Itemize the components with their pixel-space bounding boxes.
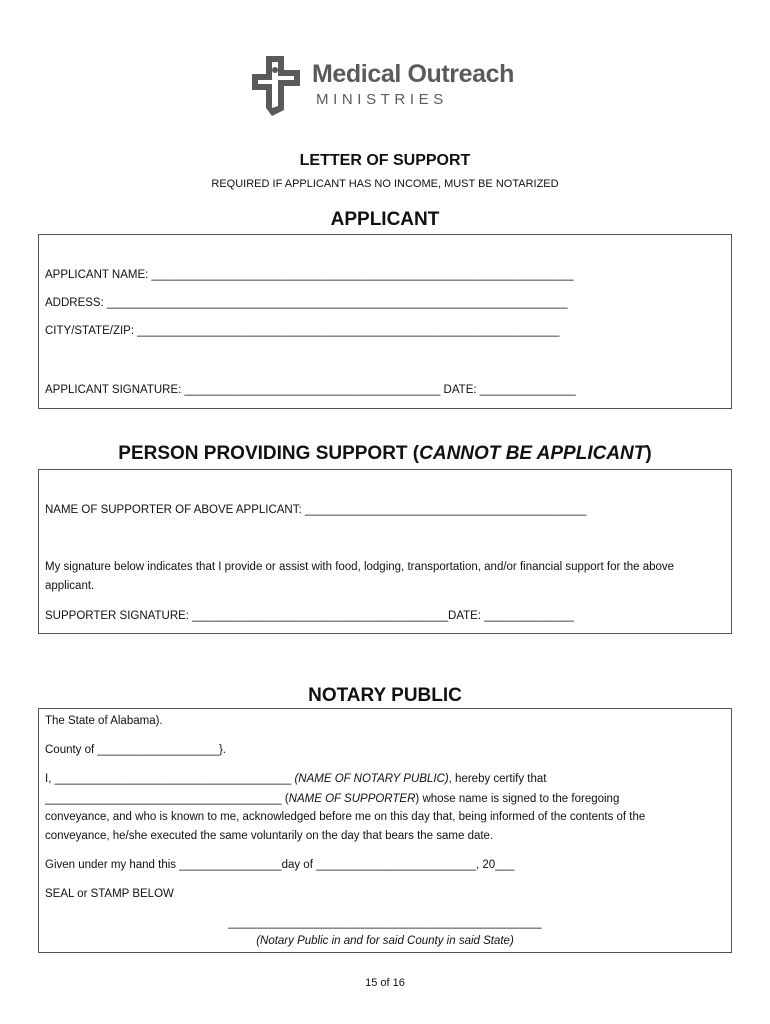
supporter-title-suffix: ) — [645, 443, 652, 464]
notary-section-title: NOTARY PUBLIC — [308, 685, 462, 706]
notary-conveyance-line-1: conveyance, and who is known to me, acknowledged before me on this day that, being informed of the contents of the — [45, 811, 646, 823]
supporter-section-title — [0, 443, 770, 465]
applicant-name-field[interactable]: APPLICANT NAME: __________________________________________________________________ — [45, 269, 574, 281]
supporter-title-prefix: PERSON PROVIDING SUPPORT ( — [118, 443, 420, 464]
supporter-signature-field[interactable]: SUPPORTER SIGNATURE: ________________________________________DATE: ______________ — [45, 610, 574, 622]
notary-signature-line[interactable]: _________________________________________________ — [228, 917, 542, 929]
notary-supporter-emphasis: NAME OF SUPPORTER — [288, 793, 416, 805]
notary-county-field[interactable]: County of ___________________}. — [45, 744, 226, 756]
logo-name-top: Medical Outreach — [312, 60, 514, 88]
supporter-statement: My signature below indicates that I provide or assist with food, lodging, transportation, and/or financial support for the above applicant. — [45, 561, 675, 592]
notary-certify-line[interactable] — [45, 772, 546, 786]
notary-certify-suffix: , hereby certify that — [448, 773, 547, 785]
logo-name-bottom: MINISTRIES — [316, 91, 448, 108]
applicant-address-field[interactable]: ADDRESS: ________________________________________________________________________ — [45, 297, 568, 309]
supporter-title-emphasis: CANNOT BE APPLICANT — [419, 443, 646, 464]
applicant-section-title: APPLICANT — [330, 209, 440, 230]
notary-signature-caption: (Notary Public in and for said County in said State) — [256, 935, 514, 947]
notary-given-field[interactable]: Given under my hand this ________________day of _________________________, 20___ — [45, 859, 515, 871]
applicant-city-state-zip-field[interactable]: CITY/STATE/ZIP: __________________________________________________________________ — [45, 325, 560, 337]
document-subtitle: REQUIRED IF APPLICANT HAS NO INCOME, MUST BE NOTARIZED — [211, 178, 559, 190]
notary-supporter-suffix: ) whose name is signed to the foregoing — [415, 793, 620, 805]
seal-stamp-label: SEAL or STAMP BELOW — [45, 888, 174, 900]
notary-supporter-line[interactable] — [45, 792, 619, 806]
notary-conveyance-line-2: conveyance, he/she executed the same voluntarily on the day that bears the same date. — [45, 830, 494, 842]
supporter-name-field[interactable]: NAME OF SUPPORTER OF ABOVE APPLICANT: ____________________________________________ — [45, 504, 587, 516]
applicant-signature-field[interactable]: APPLICANT SIGNATURE: ________________________________________ DATE: _______________ — [45, 384, 576, 396]
organization-logo — [248, 50, 520, 118]
notary-supporter-prefix: _____________________________________ ( — [45, 793, 289, 805]
cross-logo-icon — [248, 50, 308, 118]
notary-certify-emphasis: (NAME OF NOTARY PUBLIC) — [294, 773, 449, 785]
page-number: 15 of 16 — [365, 977, 405, 989]
notary-state-line: The State of Alabama). — [45, 715, 163, 727]
notary-certify-prefix: I, _____________________________________ — [45, 773, 295, 785]
document-title: LETTER OF SUPPORT — [299, 152, 471, 169]
